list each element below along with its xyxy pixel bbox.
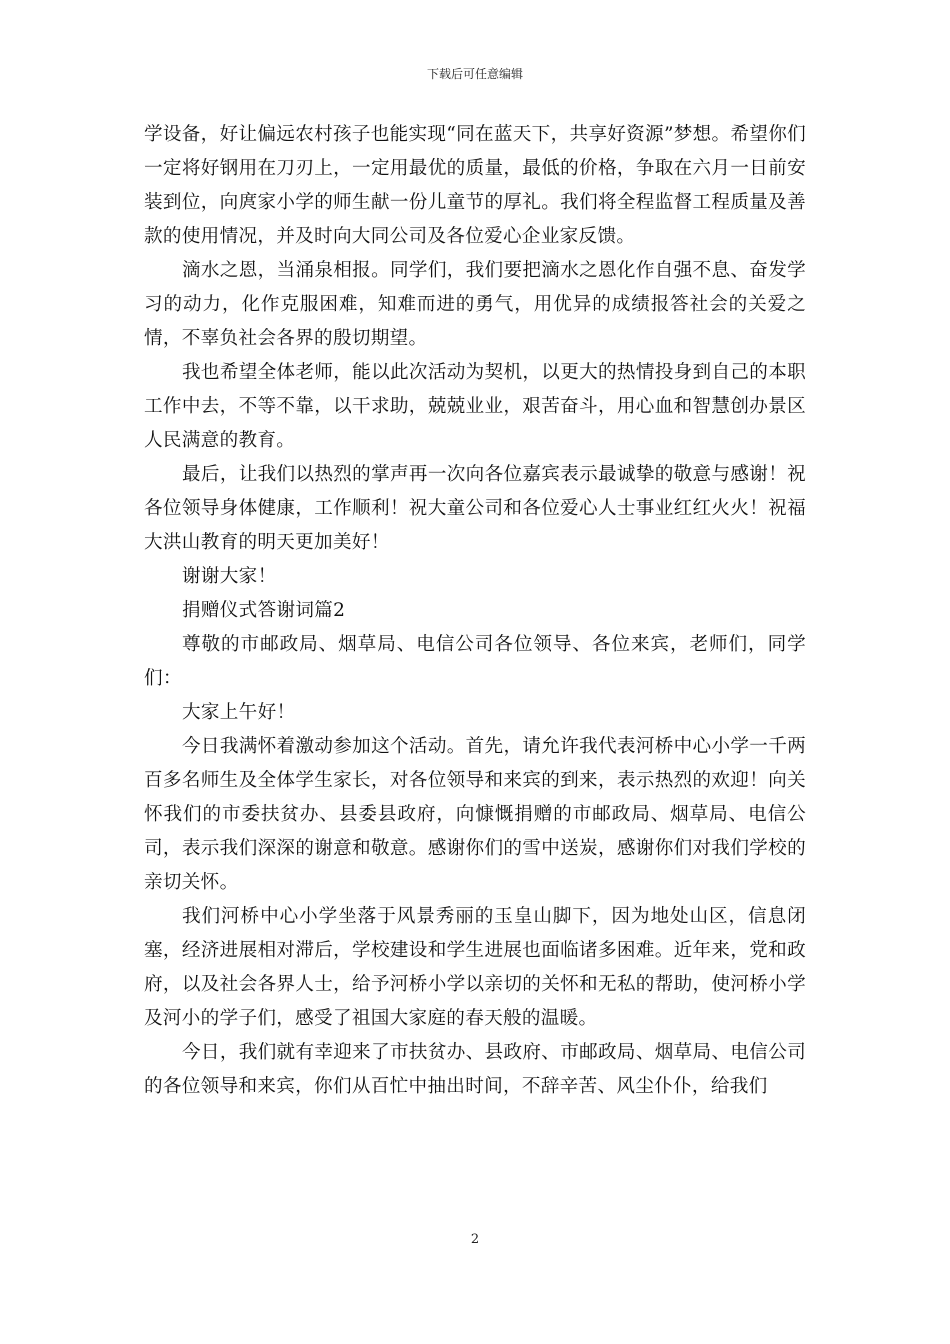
page-header: 下载后可任意编辑 [426,67,523,81]
salutation: 尊敬的市邮政局、烟草局、电信公司各位领导、各位来宾，老师们，同学们： [144,634,806,689]
greeting: 大家上午好！ [182,702,296,723]
paragraph: 我们河桥中心小学坐落于风景秀丽的玉皇山脚下，因为地处山区，信息闭塞，经济进展相对滞后，学校建设和学生进展也面临诸多困难。近年来，党和政府，以及社会各界人士，给予河桥小学以亲切的关怀和无私的帮助，使河桥小学及河小的学子们，感受了祖国大家庭的春天般的温暖。 [144,906,806,1029]
paragraph: 滴水之恩，当涌泉相报。同学们，我们要把滴水之恩化作自强不息、奋发学习的动力，化作克服困难，知难而进的勇气，用优异的成绩报答社会的关爱之情，不辜负社会各界的殷切期望。 [144,260,806,349]
paragraph: 我也希望全体老师，能以此次活动为契机，以更大的热情投身到自己的本职工作中去，不等不靠，以干求助，兢兢业业，艰苦奋斗，用心血和智慧创办景区人民满意的教育。 [144,362,806,451]
paragraph: 最后，让我们以热烈的掌声再一次向各位嘉宾表示最诚挚的敬意与感谢！祝各位领导身体健康，工作顺利！祝大童公司和各位爱心人士事业红红火火！祝福大洪山教育的明天更加美好！ [144,464,806,553]
document-body [144,118,806,1104]
section-title: 捐赠仪式答谢词篇2 [182,600,346,621]
paragraph: 学设备，好让偏远农村孩子也能实现“同在蓝天下，共享好资源”梦想。希望你们一定将好钢用在刀刃上，一定用最优的质量，最低的价格，争取在六月一日前安装到位，向庹家小学的师生献一份儿童节的厚礼。我们将全程监督工程质量及善款的使用情况，并及时向大同公司及各位爱心企业家反馈。 [144,124,806,247]
paragraph: 今日，我们就有幸迎来了市扶贫办、县政府、市邮政局、烟草局、电信公司的各位领导和来宾，你们从百忙中抽出时间，不辞辛苦、风尘仆仆，给我们 [144,1042,806,1097]
paragraph: 今日我满怀着激动参加这个活动。首先，请允许我代表河桥中心小学一千两百多名师生及全体学生家长，对各位领导和来宾的到来，表示热烈的欢迎！向关怀我们的市委扶贫办、县委县政府，向慷慨捐赠的市邮政局、烟草局、电信公司，表示我们深深的谢意和敬意。感谢你们的雪中送炭，感谢你们对我们学校的亲切关怀。 [144,736,806,893]
paragraph: 谢谢大家！ [182,566,277,587]
page-number: 2 [470,1232,480,1247]
